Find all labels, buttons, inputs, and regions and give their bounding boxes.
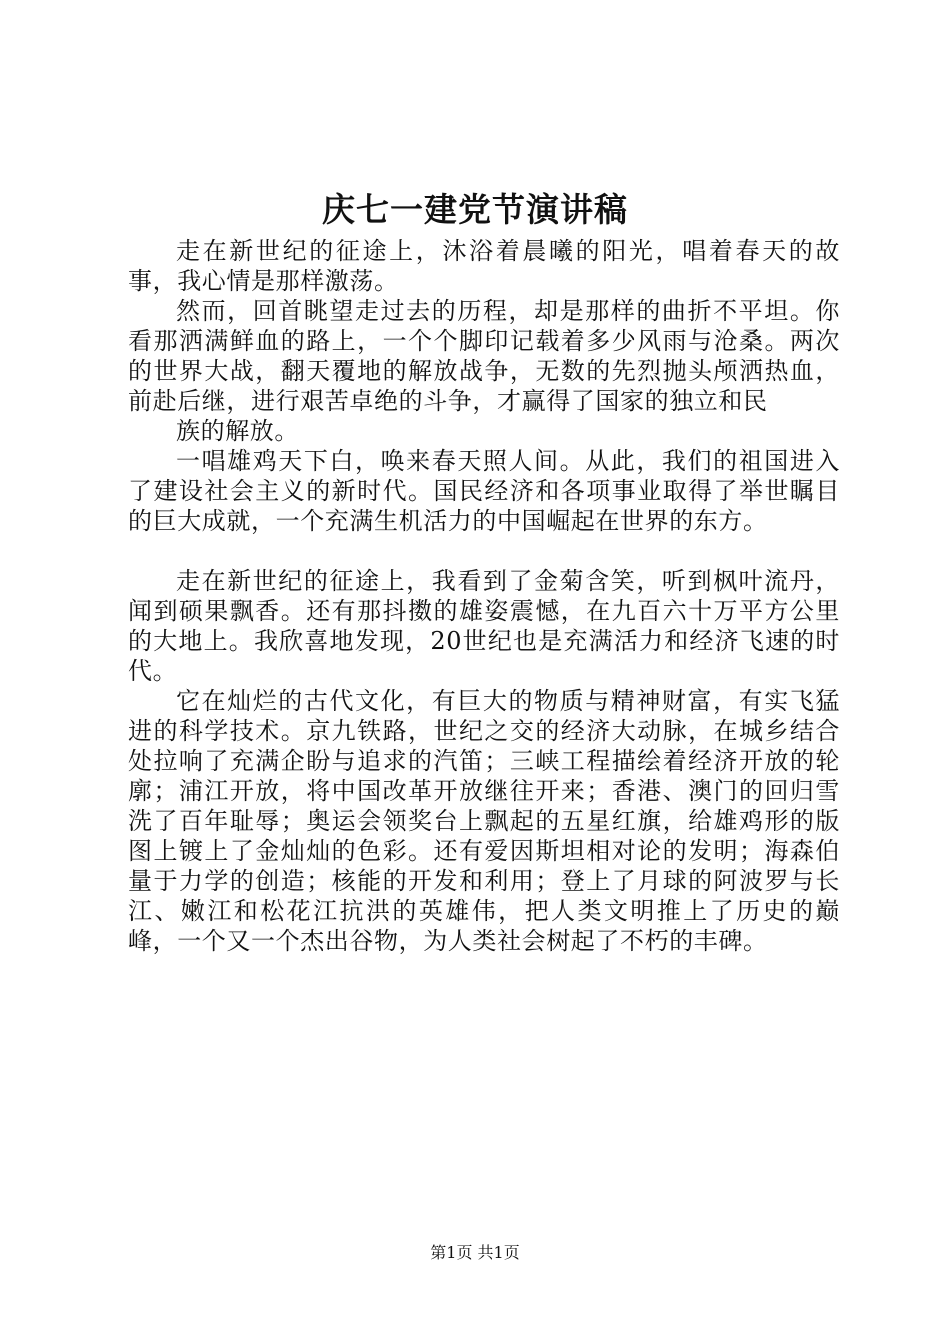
paragraph: 它在灿烂的古代文化，有巨大的物质与精神财富，有实飞猛进的科学技术。京九铁路，世纪之交的经济大动脉，在城乡结合处拉响了充满企盼与追求的汽笛；三峡工程描绘着经济开放的轮廓；浦江开放，将中国改革开放继往开来；香港、澳门的回归雪洗了百年耻辱；奥运会领奖台上飘起的五星红旗，给雄鸡形的版图上镀上了金灿灿的色彩。还有爱因斯坦相对论的发明；海森伯量于力学的创造；核能的开发和利用；登上了月球的阿波罗与长江、嫩江和松花江抗洪的英雄伟，把人类文明推上了历史的巅峰，一个又一个杰出谷物，为人类社会树起了不朽的丰碑。 <box>128 687 840 955</box>
paragraph: 然而，回首眺望走过去的历程，却是那样的曲折不平坦。你看那洒满鲜血的路上，一个个脚印记载着多少风雨与沧桑。两次的世界大战，翻天覆地的解放战争，无数的先烈抛头颅洒热血，前赴后继，进行艰苦卓绝的斗争，才赢得了国家的独立和民 <box>128 297 840 415</box>
paragraph: 走在新世纪的征途上，沐浴着晨曦的阳光，唱着春天的故事，我心情是那样激荡。 <box>128 237 840 295</box>
page-number-footer: 第1页 共1页 <box>430 1243 520 1262</box>
document-title: 庆七一建党节演讲稿 <box>322 190 628 229</box>
paragraph: 族的解放。 <box>176 417 299 445</box>
paragraph: 一唱雄鸡天下白，唤来春天照人间。从此，我们的祖国进入了建设社会主义的新时代。国民经济和各项事业取得了举世瞩目的巨大成就，一个充满生机活力的中国崛起在世界的东方。 <box>128 447 840 535</box>
paragraph: 走在新世纪的征途上，我看到了金菊含笑，听到枫叶流丹，闻到硕果飘香。还有那抖擞的雄姿震憾，在九百六十万平方公里的大地上。我欣喜地发现，20世纪也是充满活力和经济飞速的时代。 <box>128 567 840 685</box>
document-body <box>128 236 840 956</box>
